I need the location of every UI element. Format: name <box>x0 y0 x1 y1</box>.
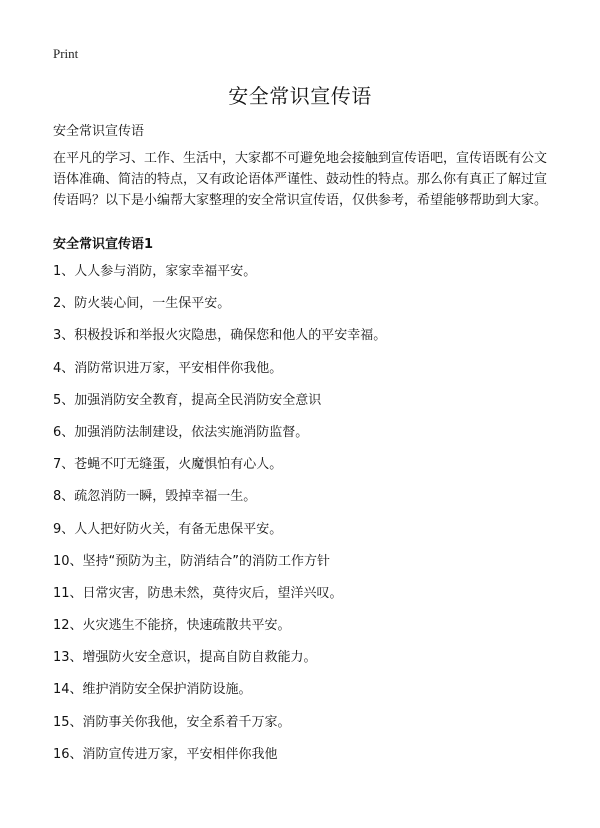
section-heading: 安全常识宣传语1 <box>53 237 154 252</box>
slogan-item: 4、消防常识进万家，平安相伴你我他。 <box>53 360 283 376</box>
slogan-item: 12、火灾逃生不能挤，快速疏散共平安。 <box>53 618 291 634</box>
intro-paragraph: 在平凡的学习、工作、生活中，大家都不可避免地会接触到宣传语吧，宣传语既有公文语体准确、简洁的特点，又有政论语体严谨性、鼓动性的特点。那么你有真正了解过宣传语吗？以下是小编帮大家整理的安全常识宣传语，仅供参考，希望能够帮助到大家。 <box>53 151 548 208</box>
slogan-item: 14、维护消防安全保护消防设施。 <box>53 682 252 698</box>
slogan-item: 3、积极投诉和举报火灾隐患，确保您和他人的平安幸福。 <box>53 328 387 344</box>
slogan-item: 2、防火装心间，一生保平安。 <box>53 296 231 312</box>
slogan-item: 7、苍蝇不叮无缝蛋，火魔惧怕有心人。 <box>53 457 283 473</box>
page-title: 安全常识宣传语 <box>228 84 372 108</box>
slogan-item: 16、消防宣传进万家，平安相伴你我他 <box>53 746 278 762</box>
slogan-list <box>53 262 573 777</box>
slogan-item: 13、增强防火安全意识，提高自防自救能力。 <box>53 650 317 666</box>
slogan-item: 9、人人把好防火关，有备无患保平安。 <box>53 521 283 537</box>
slogan-item: 6、加强消防法制建设，依法实施消防监督。 <box>53 424 309 440</box>
slogan-item: 11、日常灾害，防患未然，莫待灾后，望洋兴叹。 <box>53 585 343 601</box>
slogan-item: 1、人人参与消防，家家幸福平安。 <box>53 264 257 279</box>
print-link[interactable]: Print <box>53 46 79 61</box>
slogan-item: 8、疏忽消防一瞬，毁掉幸福一生。 <box>53 489 257 505</box>
document-subtitle: 安全常识宣传语 <box>53 124 145 139</box>
slogan-item: 10、坚持“预防为主，防消结合”的消防工作方针 <box>53 553 331 569</box>
slogan-item: 5、加强消防安全教育，提高全民消防安全意识 <box>53 392 322 408</box>
slogan-item: 15、消防事关你我他，安全系着千万家。 <box>53 714 291 730</box>
